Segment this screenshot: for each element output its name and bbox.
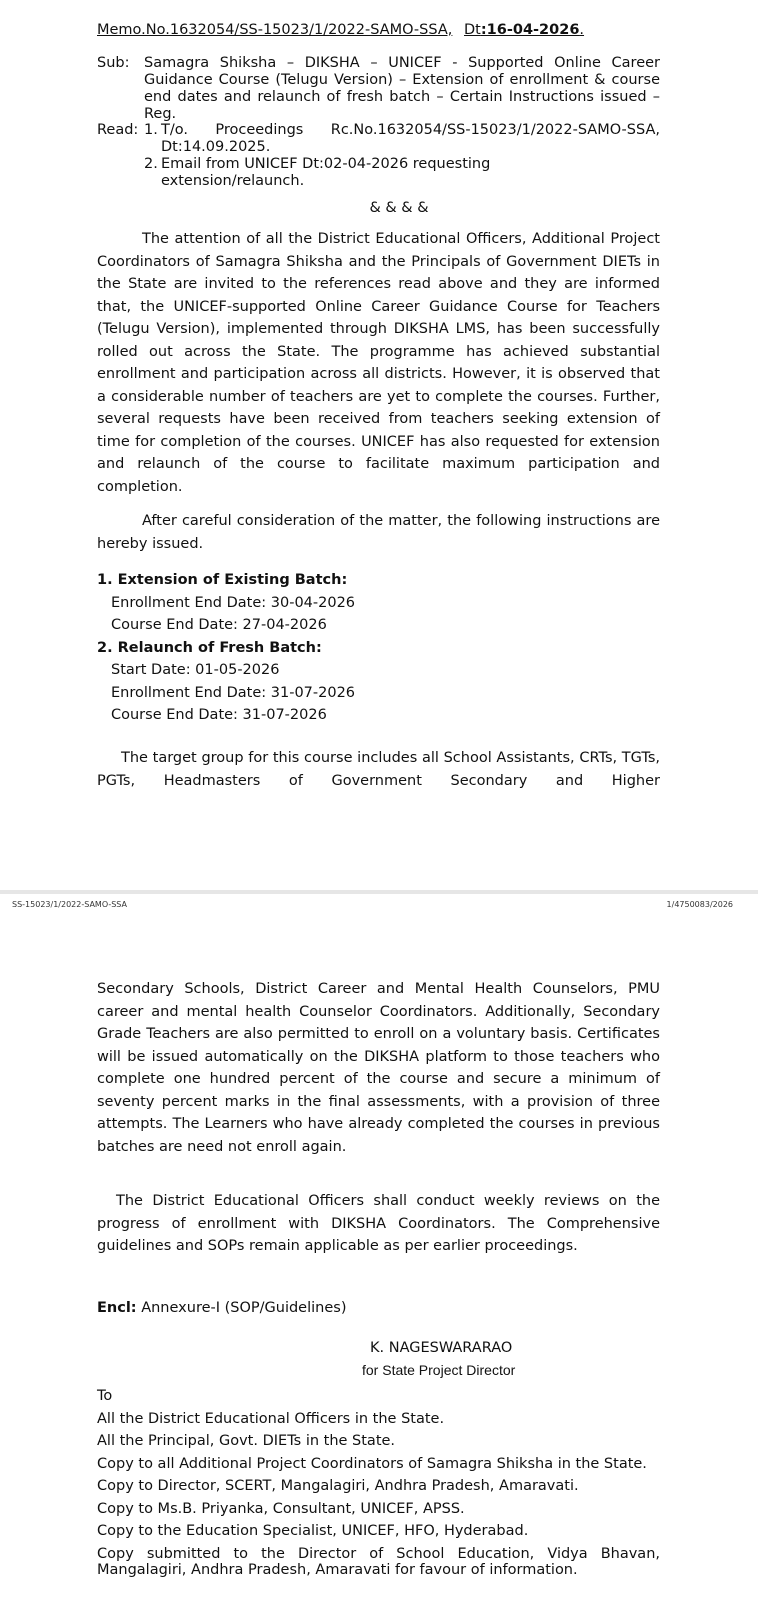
recipient-line: Copy to the Education Specialist, UNICEF, HFO, Hyderabad. xyxy=(97,1523,529,1539)
memo-number: Memo.No.1632054/SS-15023/1/2022-SAMO-SSA, xyxy=(97,22,453,38)
to-label: To xyxy=(97,1388,113,1404)
subject-text: Samagra Shiksha – DIKSHA – UNICEF - Supported Online Career Guidance Course (Telugu Version) – Extension of enrollment & course end dates and relaunch of fresh batch – Certain Instructions issued –Reg. xyxy=(144,55,660,122)
enclosure-label: Encl: xyxy=(97,1300,137,1316)
recipients-block xyxy=(97,1385,660,1578)
read-label: Read: xyxy=(97,122,139,138)
recipient-line: All the Principal, Govt. DIETs in the State. xyxy=(97,1433,396,1449)
instruction-line: Course End Date: 31-07-2026 xyxy=(111,707,327,723)
recipient-line: Copy to Director, SCERT, Mangalagiri, Andhra Pradesh, Amaravati. xyxy=(97,1478,579,1494)
enclosure-text: Annexure-I (SOP/Guidelines) xyxy=(136,1300,347,1316)
instruction-heading: 1. Extension of Existing Batch: xyxy=(97,572,348,588)
paragraph-intro: The attention of all the District Educational Officers, Additional Project Coordinators of Samagra Shiksha and the Principals of Government DIETs in the State are invited to the references read above and they are informed that, the UNICEF-supported Online Career Guidance Course for Teachers (Telugu Version), implemented through DIKSHA LMS, has been successfully rolled out across the State. The programme has achieved substantial enrollment and participation across all districts. However, it is observed that a considerable number of teachers are yet to complete the courses. Further, several requests have been received from teachers seeking extension of time for completion of the courses. UNICEF has also requested for extension and relaunch of the course to facilitate maximum participation and completion. xyxy=(97,231,660,495)
paragraph-instructions-intro: After careful consideration of the matter, the following instructions are hereby issued. xyxy=(97,513,660,552)
subject-block xyxy=(97,55,660,123)
instruction-line: Course End Date: 27-04-2026 xyxy=(111,617,327,633)
paragraph-target-group-part2: Secondary Schools, District Career and Mental Health Counselors, PMU career and mental health Counselor Coordinators. Additionally, Secondary Grade Teachers are also permitted to enroll on a voluntary basis. Certificates will be issued automatically on the DIKSHA platform to those teachers who complete one hundred percent of the course and secure a minimum of seventy percent marks in the final assessments, with a provision of three attempts. The Learners who have already completed the courses in previous batches are need not enroll again. xyxy=(97,981,660,1155)
recipient-line: Copy submitted to the Director of School Education, Vidya Bhavan, Mangalagiri, Andhra Pradesh, Amaravati for favour of information. xyxy=(97,1545,660,1578)
reference-item: 2. Email from UNICEF Dt:02-04-2026 requesting extension/relaunch. xyxy=(144,156,491,189)
paragraph-target-group-part1: The target group for this course includes all School Assistants, CRTs, TGTs, PGTs, Headmasters of Government Secondary and Higher xyxy=(97,750,660,789)
subject-label: Sub: xyxy=(97,55,130,71)
footer-file-number: SS-15023/1/2022-SAMO-SSA xyxy=(12,900,128,909)
page-footer xyxy=(0,896,758,920)
page-divider xyxy=(0,890,758,894)
footer-doc-id: 1/4750083/2026 xyxy=(666,900,733,909)
signatory-name: K. NAGESWARARAO xyxy=(370,1340,513,1356)
instruction-heading: 2. Relaunch of Fresh Batch: xyxy=(97,639,322,656)
reference-item: 1. T/o. Proceedings Rc.No.1632054/SS-15023/1/2022-SAMO-SSA, Dt:14.09.2025. xyxy=(144,122,660,155)
instruction-line: Enrollment End Date: 31-07-2026 xyxy=(111,684,356,701)
instruction-line: Enrollment End Date: 30-04-2026 xyxy=(111,594,356,611)
paragraph-reviews: The District Educational Officers shall conduct weekly reviews on the progress of enrollment with DIKSHA Coordinators. The Comprehensive guidelines and SOPs remain applicable as per earlier proceedings. xyxy=(97,1193,660,1254)
recipient-line: Copy to all Additional Project Coordinators of Samagra Shiksha in the State. xyxy=(97,1455,647,1472)
instruction-line: Start Date: 01-05-2026 xyxy=(111,662,280,678)
enclosure xyxy=(97,1300,346,1316)
section-separator: & & & & xyxy=(369,200,429,216)
memo-date: Dt:16-04-2026. xyxy=(464,22,585,38)
references-block xyxy=(97,122,660,190)
signatory-title: for State Project Director xyxy=(362,1362,516,1378)
recipient-line: All the District Educational Officers in the State. xyxy=(97,1410,445,1427)
instructions-list xyxy=(97,569,660,727)
recipient-line: Copy to Ms.B. Priyanka, Consultant, UNICEF, APSS. xyxy=(97,1500,465,1517)
